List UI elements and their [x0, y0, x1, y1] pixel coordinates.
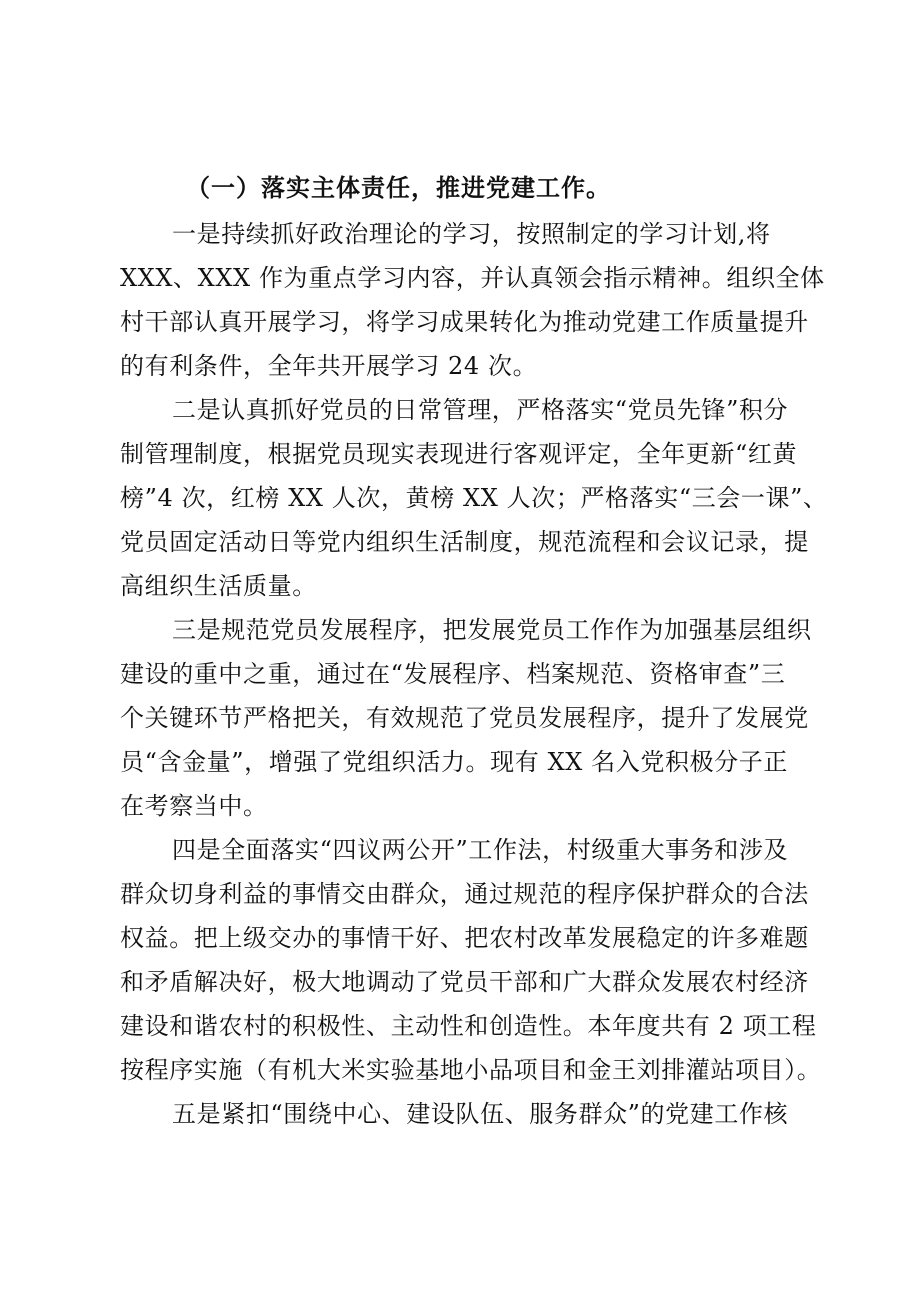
paragraph-1-line-4: 的有利条件，全年共开展学习 24 次。 — [120, 352, 538, 380]
paragraph-1-line-3: 村干部认真开展学习，将学习成果转化为推动党建工作质量提升 — [120, 308, 809, 336]
paragraph-4-line-3: 权益。把上级交办的事情干好、把农村改革发展稳定的许多难题 — [120, 924, 809, 952]
paragraph-2-line-2: 制管理制度，根据党员现实表现进行客观评定，全年更新“红黄 — [120, 440, 798, 468]
paragraph-4-line-1: 四是全面落实“四议两公开”工作法，村级重大事务和涉及 — [172, 836, 789, 864]
paragraph-2-line-4: 党员固定活动日等党内组织生活制度，规范流程和会议记录，提 — [120, 528, 809, 556]
paragraph-5-line-1: 五是紧扣“围绕中心、建设队伍、服务群众”的党建工作核 — [172, 1100, 789, 1128]
section-heading: （一）落实主体责任，推进党建工作。 — [186, 173, 611, 202]
paragraph-4-line-6: 按程序实施（有机大米实验基地小品项目和金王刘排灌站项目）。 — [120, 1056, 822, 1084]
paragraph-3-line-3: 个关键环节严格把关，有效规范了党员发展程序，提升了发展党 — [120, 704, 809, 732]
paragraph-2-line-3: 榜”4 次，红榜 XX 人次，黄榜 XX 人次；严格落实“三会一课”、 — [120, 484, 828, 512]
paragraph-1-line-1: 一是持续抓好政治理论的学习，按照制定的学习计划,将 — [172, 220, 771, 248]
paragraph-4-line-2: 群众切身利益的事情交由群众，通过规范的程序保护群众的合法 — [120, 880, 809, 908]
paragraph-3-line-4: 员“含金量”，增强了党组织活力。现有 XX 名入党积极分子正 — [120, 748, 788, 776]
paragraph-4-line-4: 和矛盾解决好，极大地调动了党员干部和广大群众发展农村经济 — [120, 968, 809, 996]
paragraph-1-line-2: XXX、XXX 作为重点学习内容，并认真领会指示精神。组织全体 — [120, 264, 825, 292]
paragraph-2-line-1: 二是认真抓好党员的日常管理，严格落实“党员先锋”积分 — [172, 396, 789, 424]
paragraph-2-line-5: 高组织生活质量。 — [120, 572, 317, 600]
paragraph-3-line-1: 三是规范党员发展程序，把发展党员工作作为加强基层组织 — [172, 616, 812, 644]
paragraph-4-line-5: 建设和谐农村的积极性、主动性和创造性。本年度共有 2 项工程 — [120, 1012, 817, 1040]
paragraph-3-line-5: 在考察当中。 — [120, 792, 268, 820]
paragraph-3-line-2: 建设的重中之重，通过在“发展程序、档案规范、资格审查”三 — [120, 660, 786, 688]
